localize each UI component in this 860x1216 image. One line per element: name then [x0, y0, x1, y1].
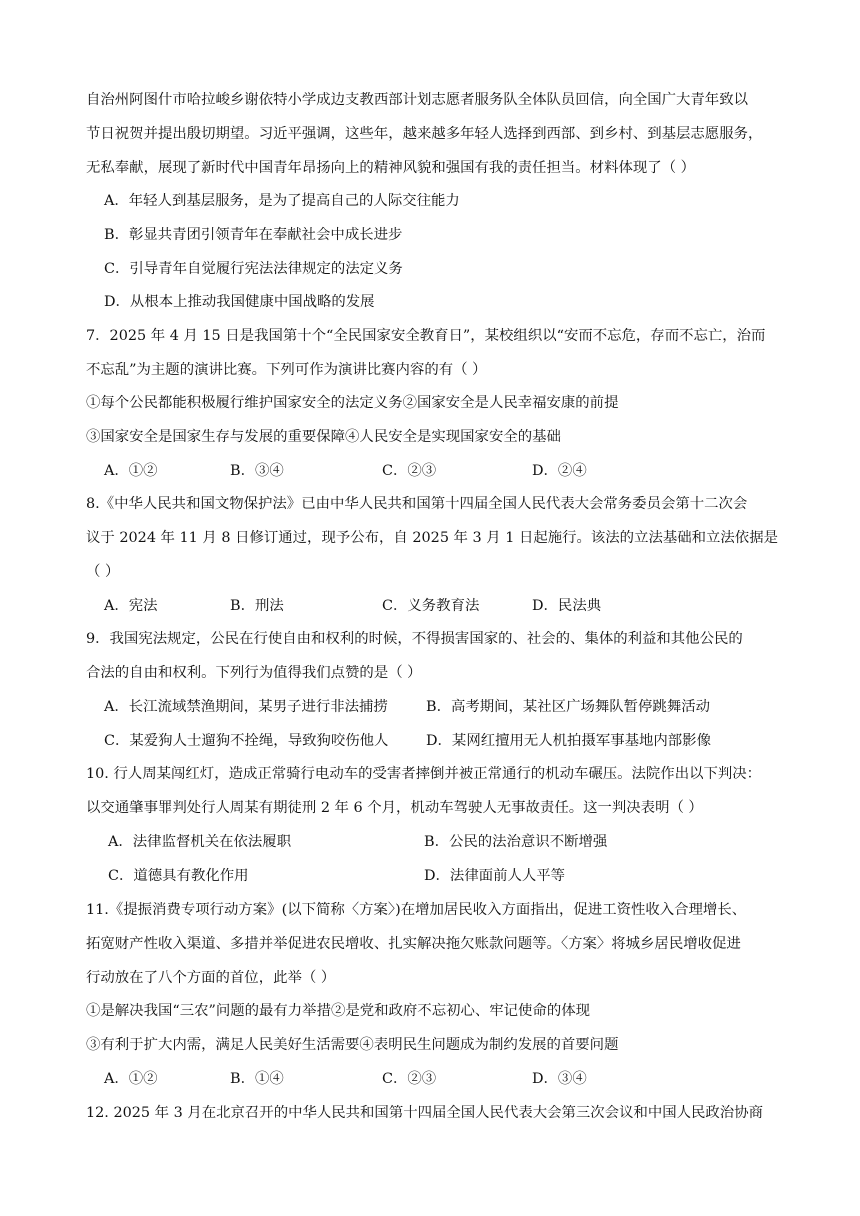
q8-option-b: B．刑法	[230, 598, 284, 614]
q10-option-d: D．法律面前人人平等	[424, 868, 566, 884]
q10-option-c: C．道德具有教化作用	[108, 868, 249, 884]
q6-option-b: B．彰显共青团引领青年在奉献社会中成长进步	[104, 227, 403, 243]
q8-stem-line-1: 8.《中华人民共和国文物保护法》已由中华人民共和国第十四届全国人民代表大会常务委员会第十二次会	[86, 496, 748, 512]
q7-stem-line-2: 不忘乱”为主题的演讲比赛。下列可作为演讲比赛内容的有（ ）	[86, 362, 487, 378]
q8-option-c: C．义务教育法	[382, 598, 480, 614]
q9-option-c: C．某爱狗人士遛狗不拴绳，导致狗咬伤他人	[104, 733, 389, 749]
q9-stem-line-2: 合法的自由和权利。下列行为值得我们点赞的是（ ）	[86, 665, 422, 681]
q10-option-a: A．法律监督机关在依法履职	[108, 834, 292, 850]
q10-stem-line-2: 以交通肇事罪判处行人周某有期徒刑 2 年 6 个月，机动车驾驶人无事故责任。这一判决表明（ ）	[86, 800, 703, 816]
q10-stem-line-1: 10. 行人周某闯红灯，造成正常骑行电动车的受害者摔倒并被正常通行的机动车碾压。法院作出以下判决：	[86, 766, 762, 782]
q7-statement-2: ③国家安全是国家生存与发展的重要保障④人民安全是实现国家安全的基础	[86, 429, 561, 445]
q8-stem-line-3: （ ）	[86, 564, 120, 580]
q11-option-b: B．①④	[230, 1071, 284, 1087]
q6-stem-line-2: 节日祝贺并提出殷切期望。习近平强调，这些年，越来越多年轻人选择到西部、到乡村、到基层志愿服务，	[86, 126, 763, 142]
q10-option-b: B．公民的法治意识不断增强	[424, 834, 608, 850]
q11-stem-line-1: 11.《提振消费专项行动方案》(以下简称〈方案〉)在增加居民收入方面指出，促进工资性收入合理增长、	[86, 902, 747, 918]
q6-option-d: D．从根本上推动我国健康中国战略的发展	[104, 294, 375, 310]
q6-option-c: C．引导青年自觉履行宪法法律规定的法定义务	[104, 261, 403, 277]
q9-option-a: A．长江流域禁渔期间，某男子进行非法捕捞	[104, 699, 388, 715]
q6-stem-line-1: 自治州阿图什市哈拉峻乡谢依特小学成边支教西部计划志愿者服务队全体队员回信，向全国广大青年致以	[86, 92, 748, 108]
q7-option-c: C．②③	[382, 463, 437, 479]
q8-stem-line-2: 议于 2024 年 11 月 8 日修订通过，现予公布，自 2025 年 3 月 1 日起施行。该法的立法基础和立法依据是	[86, 530, 778, 546]
q9-option-b: B．高考期间，某社区广场舞队暂停跳舞活动	[426, 699, 710, 715]
q9-stem-line-1: 9．我国宪法规定，公民在行使自由和权利的时候，不得损害国家的、社会的、集体的利益和其他公民的	[86, 631, 743, 647]
q12-stem-line-1: 12. 2025 年 3 月在北京召开的中华人民共和国第十四届全国人民代表大会第三次会议和中国人民政治协商	[86, 1105, 763, 1121]
q6-stem-line-3: 无私奉献，展现了新时代中国青年昂扬向上的精神风貌和强国有我的责任担当。材料体现了（ ）	[86, 160, 695, 176]
q11-option-a: A．①②	[104, 1071, 158, 1087]
q11-statement-2: ③有利于扩大内需，满足人民美好生活需要④表明民生问题成为制约发展的首要问题	[86, 1037, 619, 1053]
q7-statement-1: ①每个公民都能积极履行维护国家安全的法定义务②国家安全是人民幸福安康的前提	[86, 395, 619, 411]
q7-option-b: B．③④	[230, 463, 284, 479]
q7-option-d: D．②④	[532, 463, 587, 479]
q7-option-a: A．①②	[104, 463, 158, 479]
q7-stem-line-1: 7．2025 年 4 月 15 日是我国第十个“全民国家安全教育日”，某校组织以“安而不忘危，存而不忘亡，治而	[86, 328, 766, 344]
q11-option-d: D．③④	[532, 1071, 587, 1087]
q8-option-d: D．民法典	[532, 598, 602, 614]
q11-option-c: C．②③	[382, 1071, 437, 1087]
q11-stem-line-2: 拓宽财产性收入渠道、多措并举促进农民增收、扎实解决拖欠账款问题等。〈方案〉将城乡居民增收促进	[86, 936, 741, 952]
q11-statement-1: ①是解决我国“三农”问题的最有力举措②是党和政府不忘初心、牢记使命的体现	[86, 1003, 590, 1019]
q11-stem-line-3: 行动放在了八个方面的首位，此举（ ）	[86, 970, 336, 986]
q9-option-d: D．某网红擅用无人机拍摄军事基地内部影像	[426, 733, 711, 749]
q6-option-a: A．年轻人到基层服务，是为了提高自己的人际交往能力	[104, 193, 460, 209]
q8-option-a: A．宪法	[104, 598, 158, 614]
